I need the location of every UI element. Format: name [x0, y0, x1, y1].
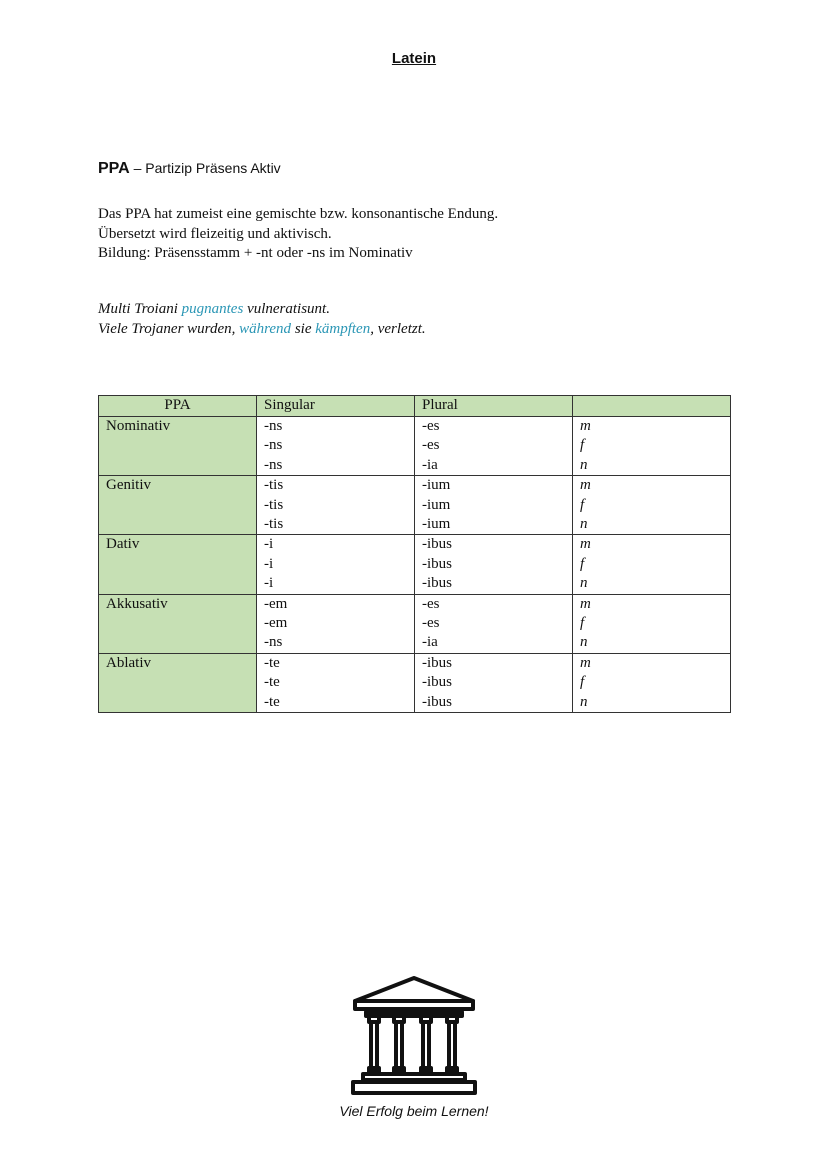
heading-dash: – [129, 160, 146, 176]
gender-ending: n [580, 575, 588, 592]
case-cell: Nominativ [99, 417, 257, 476]
example-text: Multi Troiani [98, 301, 182, 317]
singular-ending: -ns [264, 456, 283, 473]
declension-table [98, 395, 731, 713]
table-header-row [99, 396, 731, 417]
plural-ending: -es [422, 615, 440, 632]
plural-cell [415, 653, 573, 712]
table-row [99, 417, 731, 476]
heading-subtitle: Partizip Präsens Aktiv [145, 160, 281, 176]
plural-ending: -ia [422, 634, 438, 651]
example-text: vulneratisunt. [243, 301, 330, 317]
gender-ending: m [580, 654, 591, 671]
gender-cell [573, 653, 731, 712]
singular-ending: -te [264, 654, 280, 671]
example-highlight: pugnantes [181, 301, 244, 317]
plural-ending: -ibus [422, 674, 452, 691]
intro-line: Übersetzt wird fleizeitig und aktivisch. [98, 225, 332, 242]
temple-icon [349, 975, 479, 1097]
gender-ending: m [580, 536, 591, 553]
singular-cell [257, 476, 415, 535]
header-gender [573, 396, 731, 417]
singular-ending: -i [264, 575, 274, 592]
plural-ending: -ium [422, 477, 451, 494]
singular-ending: -tis [264, 496, 284, 513]
header-plural: Plural [415, 396, 573, 417]
example-german [98, 320, 426, 340]
gender-ending: n [580, 516, 588, 533]
gender-cell [573, 535, 731, 594]
plural-ending: -ibus [422, 536, 452, 553]
case-cell: Ablativ [99, 653, 257, 712]
singular-ending: -i [264, 536, 274, 553]
case-cell: Genitiv [99, 476, 257, 535]
singular-ending: -em [264, 595, 288, 612]
gender-cell [573, 417, 731, 476]
intro-line: Bildung: Präsensstamm + -nt oder -ns im Nominativ [98, 245, 413, 261]
gender-ending: n [580, 693, 588, 710]
singular-ending: -ns [264, 437, 283, 454]
footer-text: Viel Erfolg beim Lernen! [339, 1103, 489, 1119]
plural-cell [415, 417, 573, 476]
singular-cell [257, 417, 415, 476]
plural-ending: -ibus [422, 654, 452, 671]
section-heading [98, 160, 281, 178]
singular-ending: -ns [264, 418, 283, 434]
singular-ending: -ns [264, 634, 283, 651]
plural-ending: -es [422, 418, 440, 434]
singular-ending: -i [264, 555, 274, 572]
plural-ending: -ia [422, 456, 438, 473]
page-title: Latein [391, 50, 437, 67]
example-sentences [98, 300, 426, 339]
example-text: , verletzt. [370, 320, 426, 337]
example-highlight: während [239, 320, 292, 337]
plural-cell [415, 594, 573, 653]
gender-ending: m [580, 477, 591, 494]
table-body [99, 417, 731, 713]
gender-ending: m [580, 595, 591, 612]
example-latin [98, 300, 426, 320]
singular-ending: -te [264, 693, 280, 710]
singular-ending: -em [264, 615, 288, 632]
gender-ending: m [580, 418, 591, 434]
gender-ending: n [580, 634, 588, 651]
singular-cell [257, 594, 415, 653]
singular-ending: -tis [264, 516, 284, 533]
singular-ending: -tis [264, 477, 284, 494]
table-row [99, 476, 731, 535]
heading-abbr: PPA [98, 160, 130, 177]
case-cell: Dativ [99, 535, 257, 594]
singular-cell [257, 653, 415, 712]
table-row [99, 535, 731, 594]
plural-ending: -ibus [422, 693, 452, 710]
example-highlight: kämpften [315, 320, 371, 337]
case-cell: Akkusativ [99, 594, 257, 653]
plural-ending: -ium [422, 496, 451, 513]
table-row [99, 653, 731, 712]
example-text: sie [291, 320, 316, 337]
gender-ending: f [580, 674, 585, 691]
gender-cell [573, 594, 731, 653]
plural-cell [415, 476, 573, 535]
plural-ending: -ibus [422, 575, 452, 592]
example-text: Viele Trojaner wurden, [98, 320, 240, 337]
singular-ending: -te [264, 674, 280, 691]
header-ppa: PPA [99, 396, 257, 417]
plural-ending: -es [422, 437, 440, 454]
gender-ending: f [580, 437, 585, 454]
header-singular: Singular [257, 396, 415, 417]
gender-ending: f [580, 496, 585, 513]
plural-ending: -ium [422, 516, 451, 533]
gender-cell [573, 476, 731, 535]
gender-ending: f [580, 555, 585, 572]
gender-ending: n [580, 456, 588, 473]
plural-cell [415, 535, 573, 594]
plural-ending: -es [422, 595, 440, 612]
singular-cell [257, 535, 415, 594]
intro-line: Das PPA hat zumeist eine gemischte bzw. konsonantische Endung. [98, 206, 499, 222]
plural-ending: -ibus [422, 555, 452, 572]
intro-paragraph [98, 205, 498, 264]
gender-ending: f [580, 615, 585, 632]
table-row [99, 594, 731, 653]
